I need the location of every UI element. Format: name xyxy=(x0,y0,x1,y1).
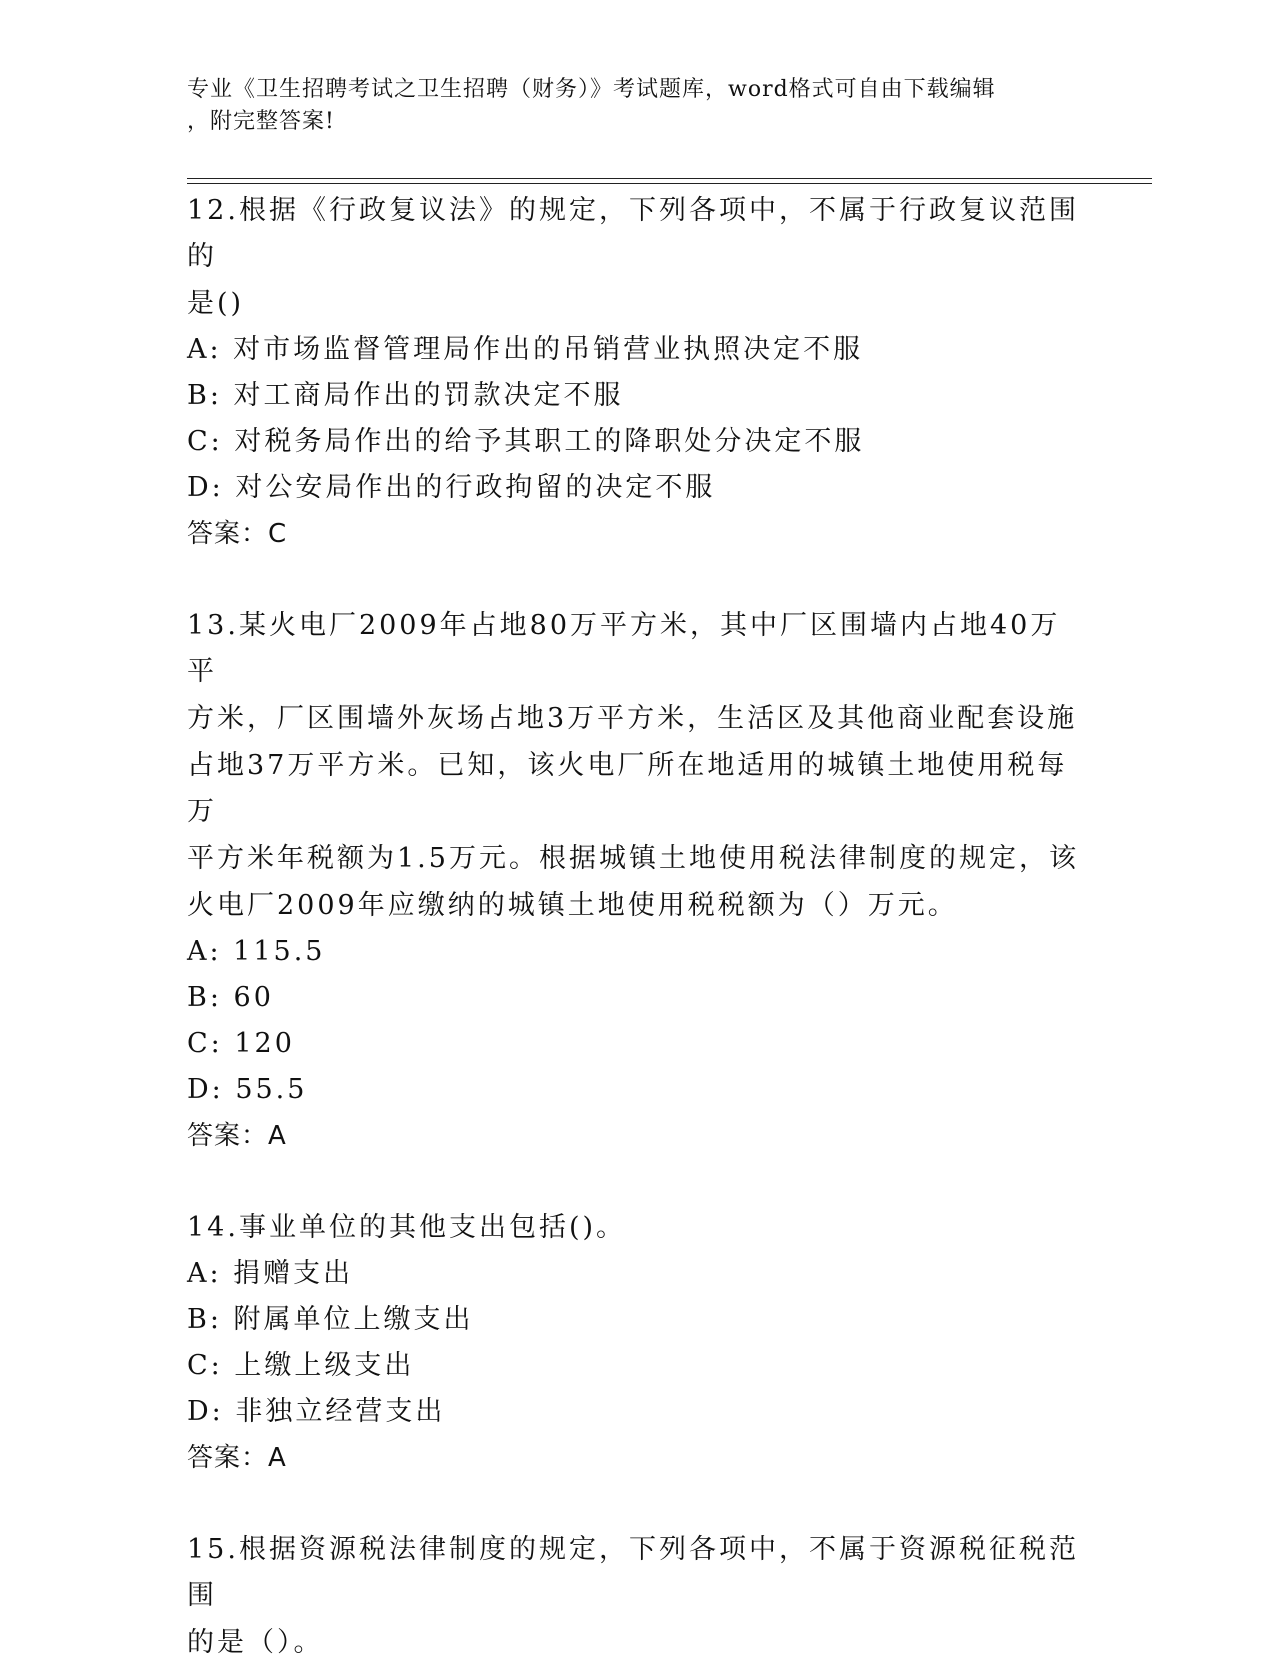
question-stem-line: 13.某火电厂2009年占地80万平方米，其中厂区围墙内占地40万平 xyxy=(187,610,1061,687)
header-divider-top xyxy=(187,178,1152,179)
option-a: A: 115.5 xyxy=(187,936,326,967)
question-13 xyxy=(187,602,1087,1159)
option-a: A: 对市场监督管理局作出的吊销营业执照决定不服 xyxy=(187,334,864,365)
question-spacer xyxy=(187,557,1087,602)
question-stem-line: 的是（）。 xyxy=(187,1627,324,1658)
option-b: B: 附属单位上缴支出 xyxy=(187,1304,474,1335)
option-c: C: 上缴上级支出 xyxy=(187,1350,415,1381)
question-list xyxy=(187,187,1087,1666)
option-c: C: 120 xyxy=(187,1028,295,1059)
header-divider-bottom xyxy=(187,183,1152,184)
answer-line: 答案：A xyxy=(187,1121,287,1151)
question-15 xyxy=(187,1526,1087,1666)
question-stem-line: 是() xyxy=(187,288,245,319)
question-stem-line: 平方米年税额为1.5万元。根据城镇土地使用税法律制度的规定，该 xyxy=(187,843,1079,874)
question-stem-line: 占地37万平方米。已知，该火电厂所在地适用的城镇土地使用税每万 xyxy=(187,750,1068,827)
page-header xyxy=(187,74,1067,138)
option-b: B: 对工商局作出的罚款决定不服 xyxy=(187,380,624,411)
answer-line: 答案：A xyxy=(187,1443,287,1473)
header-line-2: ，附完整答案! xyxy=(187,109,335,134)
question-stem-line: 12.根据《行政复议法》的规定，下列各项中，不属于行政复议范围的 xyxy=(187,195,1079,272)
option-d: D: 55.5 xyxy=(187,1074,308,1105)
option-a: A: 捐赠支出 xyxy=(187,1258,354,1289)
option-b: B: 60 xyxy=(187,982,274,1013)
question-14 xyxy=(187,1204,1087,1481)
answer-line: 答案：C xyxy=(187,519,288,549)
question-spacer xyxy=(187,1159,1087,1204)
header-line-1: 专业《卫生招聘考试之卫生招聘（财务）》考试题库，word格式可自由下载编辑 xyxy=(187,77,996,102)
option-d: D: 对公安局作出的行政拘留的决定不服 xyxy=(187,472,716,503)
question-stem-line: 14.事业单位的其他支出包括()。 xyxy=(187,1212,627,1243)
question-spacer xyxy=(187,1481,1087,1526)
option-d: D: 非独立经营支出 xyxy=(187,1396,446,1427)
question-stem-line: 方米，厂区围墙外灰场占地3万平方米，生活区及其他商业配套设施 xyxy=(187,703,1078,734)
question-stem-line: 15.根据资源税法律制度的规定，下列各项中，不属于资源税征税范围 xyxy=(187,1534,1079,1611)
option-c: C: 对税务局作出的给予其职工的降职处分决定不服 xyxy=(187,426,865,457)
question-stem-line: 火电厂2009年应缴纳的城镇土地使用税税额为（）万元。 xyxy=(187,890,958,921)
question-12 xyxy=(187,187,1087,557)
